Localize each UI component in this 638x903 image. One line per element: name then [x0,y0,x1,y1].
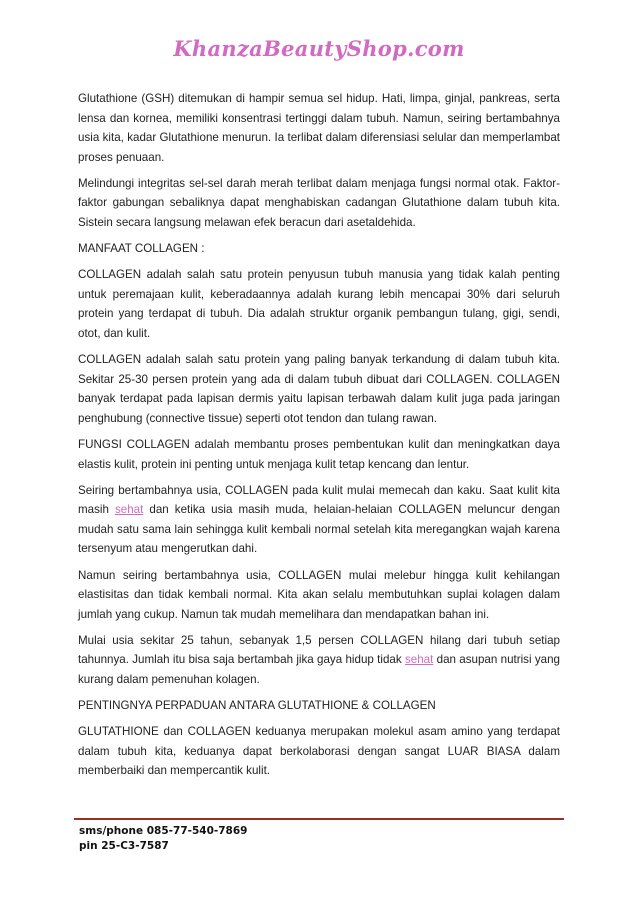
document-body [78,89,560,788]
sehat-link[interactable]: sehat [114,503,144,517]
paragraph-text: dan ketika usia masih muda, helaian-helaian COLLAGEN meluncur dengan mudah satu sama lain sehingga kulit kembali normal setelah kita meregangkan wajah karena tersenyum atau mengerutkan dahi. [78,503,560,556]
page-footer [79,824,247,854]
paragraph-combination: GLUTATHIONE dan COLLAGEN keduanya merupakan molekul asam amino yang terdapat dalam tubuh kita, keduanya dapat berkolaborasi dengan sangat LUAR BIASA dalam memberbaiki dan mempercantik kulit. [78,725,560,778]
footer-divider [74,818,564,820]
paragraph-text: Mulai usia sekitar 25 tahun, sebanyak 1,5 persen COLLAGEN hilang dari tubuh setiap tahunnya. Jumlah itu bisa saja bertambah jika gaya hidup tidak [78,633,560,667]
page-header-title: KhanzaBeautyShop.com [173,36,465,61]
footer-pin: pin 25-C3-7587 [79,840,169,852]
paragraph-collagen-definition: COLLAGEN adalah salah satu protein penyusun tubuh manusia yang tidak kalah penting untuk peremajaan kulit, keberadaannya adalah kurang lebih mencapai 30% dari seluruh protein yang terdapat di tubuh. Dia adalah struktur organik pembangun tulang, gigi, sendi, otot, dan kulit. [78,268,560,341]
heading-manfaat-collagen: MANFAAT COLLAGEN : [78,242,205,256]
paragraph-collagen-loss: Namun seiring bertambahnya usia, COLLAGEN mulai melebur hingga kulit kehilangan elastisitas dan tidak kembali normal. Kita akan selalu membutuhkan suplai kolagen dalam jumlah yang cukup. Namun tak mudah memelihara dan mendapatkan bahan ini. [78,568,560,621]
paragraph-glutathione-function: Melindungi integritas sel-sel darah merah terlibat dalam menjaga fungsi normal otak. Faktor-faktor gabungan sebaliknya dapat menghabiskan cadangan Glutathione dalam tubuh kita. Sistein secara langsung melawan efek beracun dari asetaldehida. [78,176,560,230]
paragraph-collagen-function: FUNGSI COLLAGEN adalah membantu proses pembentukan kulit dan meningkatkan daya elastis kulit, protein ini penting untuk menjaga kulit tetap kencang dan lentur. [78,438,560,471]
paragraph-collagen-age25 [78,631,560,690]
paragraph-text: Seiring bertambahnya usia, COLLAGEN pada kulit mulai memecah dan kaku. Saat kulit kita masih [78,483,560,517]
heading-perpaduan: PENTINGNYA PERPADUAN ANTARA GLUTATHIONE & COLLAGEN [78,699,436,713]
sehat-link[interactable]: sehat [404,653,434,667]
footer-phone: sms/phone 085-77-540-7869 [79,825,248,837]
paragraph-collagen-aging [78,481,560,559]
paragraph-collagen-amount: COLLAGEN adalah salah satu protein yang paling banyak terkandung di dalam tubuh kita. Sekitar 25-30 persen protein yang ada di dalam tubuh dibuat dari COLLAGEN. COLLAGEN banyak terdapat pada lapisan dermis yaitu lapisan terbawah dalam kulit juga pada jaringan penghubung (connective tissue) seperti otot tendon dan tulang rawan. [78,353,560,425]
paragraph-text: dan asupan nutrisi yang kurang dalam pemenuhan kolagen. [78,653,560,687]
paragraph-glutathione-intro: Glutathione (GSH) ditemukan di hampir semua sel hidup. Hati, limpa, ginjal, pankreas, serta lensa dan kornea, memiliki konsentrasi tertinggi dalam tubuh. Namun, seiring bertambahnya usia kita, kadar Glutathione menurun. Ia terlibat dalam diferensiasi selular dan memperlambat proses penuaan. [78,92,560,164]
